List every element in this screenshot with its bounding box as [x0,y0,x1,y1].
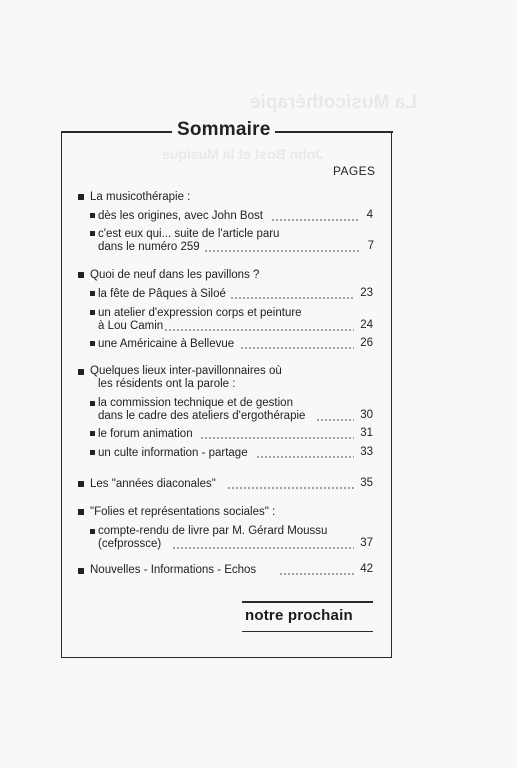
item-bullet [90,213,95,218]
page-number: 23 [360,287,373,299]
item-title-continued: (cefprossce) [98,538,162,550]
leader-dots [271,219,359,221]
page-title: Sommaire [177,119,271,140]
item-title: la commission technique et de gestion [98,397,293,409]
item-title: c'est eux qui... suite de l'article paru [98,228,280,240]
leader-dots [240,347,354,349]
section-heading: "Folies et représentations sociales" : [90,506,276,518]
item-title: une Américaine à Bellevue [98,338,235,350]
item-bullet [90,291,95,296]
page-number: 31 [360,427,373,439]
show-through-title: La Musicothérapie [250,92,417,113]
section-heading: Quoi de neuf dans les pavillons ? [90,269,260,281]
page-number: 42 [360,563,373,575]
item-bullet [90,450,95,455]
page-number: 37 [360,537,373,549]
section-bullet [78,369,84,375]
item-title-continued: à Lou Camin [98,320,164,332]
leader-dots [256,456,354,458]
leader-dots [227,487,354,489]
section-heading: Les "années diaconales" [90,478,216,490]
item-title: compte-rendu de livre par M. Gérard Moussu [98,525,328,537]
pages-column-header: PAGES [333,164,376,178]
section-bullet [78,568,84,574]
item-bullet [90,231,95,236]
item-title: un atelier d'expression corps et peinture [98,307,302,319]
section-heading: La musicothérapie : [90,191,191,203]
item-title: le forum animation [98,428,193,440]
leader-dots [230,297,354,299]
page-number: 7 [367,240,374,252]
section-heading-continued: les résidents ont la parole : [98,378,236,390]
item-bullet [90,431,95,436]
item-bullet [90,310,95,315]
page-number: 24 [360,319,373,331]
section-bullet [78,272,84,278]
next-issue-label: notre prochain [245,607,353,624]
section-bullet [78,509,84,515]
leader-dots [172,547,354,549]
item-title: la fête de Pâques à Siloé [98,288,226,300]
page-number: 26 [360,337,373,349]
item-bullet [90,341,95,346]
page-number: 35 [360,477,373,489]
item-title-continued: dans le cadre des ateliers d'ergothérapie [98,410,306,422]
item-title: dès les origines, avec John Bost [98,210,263,222]
item-title-continued: dans le numéro 259 [98,241,200,253]
item-bullet [90,401,95,406]
page-number: 33 [360,446,373,458]
page-number: 4 [366,209,373,221]
section-bullet [78,194,84,200]
leader-dots [279,573,354,575]
leader-dots [164,329,354,331]
page-number: 30 [360,409,373,421]
item-bullet [90,529,95,534]
leader-dots [204,250,361,252]
show-through-subtitle: John Bost et la Musique [162,146,324,162]
section-heading: Nouvelles - Informations - Echos [90,564,257,576]
section-heading: Quelques lieux inter-pavillonnaires où [90,365,282,377]
item-title: un culte information - partage [98,447,248,459]
leader-dots [200,437,354,439]
section-bullet [78,481,84,487]
